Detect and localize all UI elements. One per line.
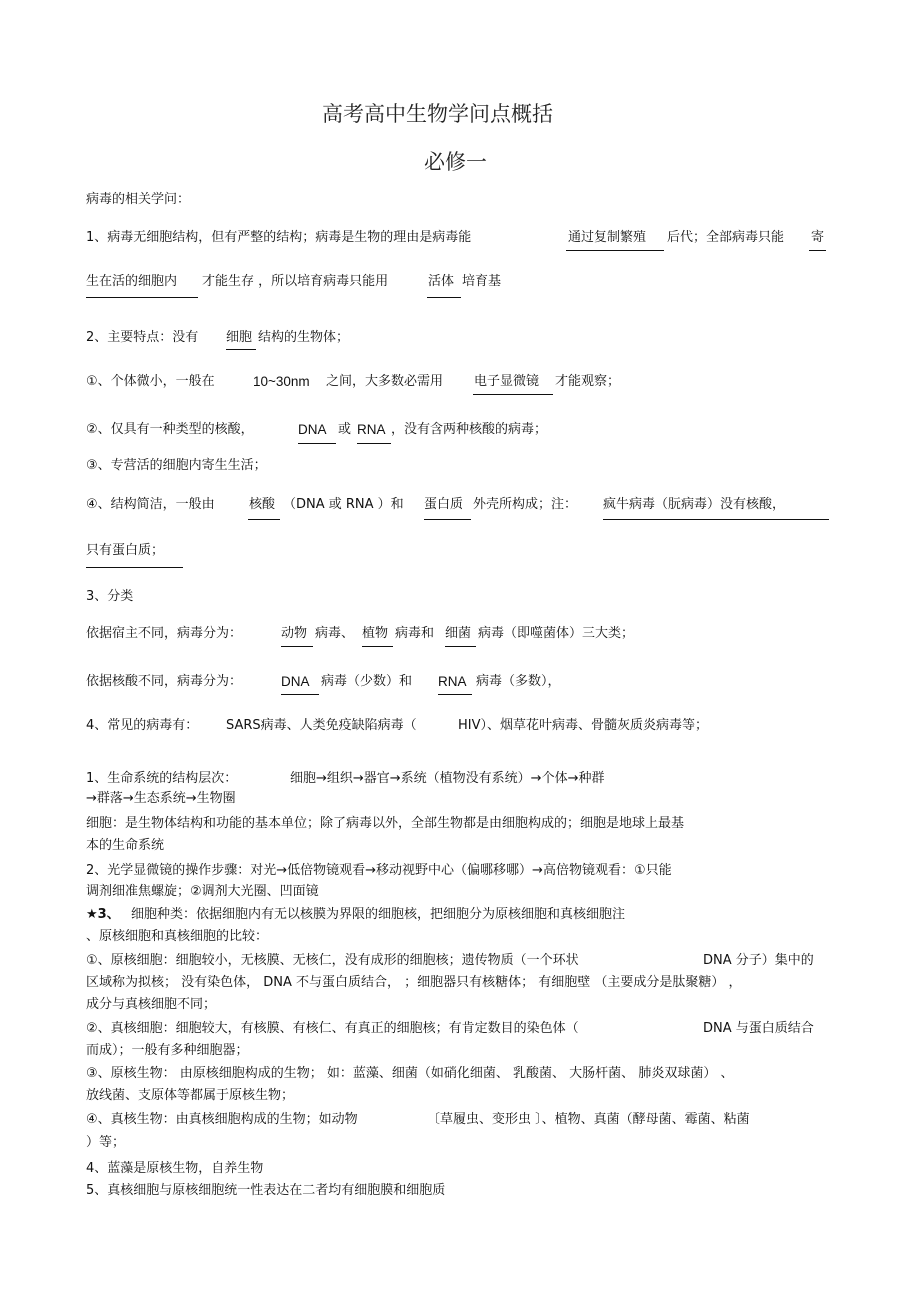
page-subtitle: 必修一 <box>424 150 487 174</box>
page-title: 高考高中生物学问点概括 <box>322 102 553 126</box>
paragraph-text: 〔草履虫、变形虫 〕、植物、真菌（酵母菌、霉菌、粘菌 <box>427 1112 750 1127</box>
paragraph-text: →群落→生态系统→生物圈 <box>86 791 236 806</box>
fill-blank-answer: 寄 <box>811 230 825 245</box>
paragraph-text: 结构的生物体； <box>258 330 350 345</box>
paragraph-text: 后代；全部病毒只能 <box>667 230 785 245</box>
paragraph-text: 5、真核细胞与原核细胞统一性表达在二者均有细胞膜和细胞质 <box>86 1183 446 1198</box>
fill-blank-answer: DNA <box>298 422 327 437</box>
paragraph-text: ①、个体微小，一般在 <box>86 374 215 389</box>
fill-blank-answer: 只有蛋白质； <box>86 543 165 558</box>
underline <box>86 297 198 298</box>
paragraph-text: 病毒（多数）， <box>476 674 561 689</box>
paragraph-text: 放线菌、支原体等都属于原核生物； <box>86 1088 295 1103</box>
section-heading: 病毒的相关学问： <box>86 192 191 207</box>
underline <box>809 250 826 251</box>
paragraph-text: 调剂细准焦螺旋；②调剂大光圈、凹面镜 <box>86 884 319 899</box>
paragraph-text: 细胞→组织→器官→系统（植物没有系统）→个体→种群 <box>290 771 605 786</box>
paragraph-text: 外壳所构成；注： <box>473 497 578 512</box>
fill-blank-answer: RNA <box>357 422 386 437</box>
paragraph-text: 区域称为拟核； 没有染色体， DNA 不与蛋白质结合， ；细胞器只有核糖体； 有细胞壁 （主要成分是肽聚糖） ， <box>86 975 742 990</box>
paragraph-text: ②、真核细胞：细胞较大，有核膜、有核仁、有真正的细胞核；有肯定数目的染色体（ <box>86 1021 579 1036</box>
underline <box>281 646 313 647</box>
underline <box>86 567 183 568</box>
fill-blank-answer: 核酸 <box>249 497 276 512</box>
paragraph-text: 细胞种类：依据细胞内有无以核膜为界限的细胞核，把细胞分为原核细胞和真核细胞注 <box>131 907 626 922</box>
fill-blank-answer: DNA <box>281 674 310 689</box>
size-value: 10~30nm <box>253 374 310 389</box>
paragraph-text: 成分与真核细胞不同； <box>86 997 217 1012</box>
section-heading: 3、分类 <box>86 589 134 604</box>
fill-blank-answer: 生在活的细胞内 <box>86 274 178 289</box>
fill-blank-answer: 植物 <box>362 626 389 641</box>
paragraph-text: 而成）；一般有多种细胞器； <box>86 1043 249 1058</box>
paragraph-text: 2、光学显微镜的操作步骤：对光→低倍物镜观看→移动视野中心（偏哪移哪）→高倍物镜观看：①只能 <box>86 863 672 878</box>
paragraph-text: HIV）、烟草花叶病毒、骨髓灰质炎病毒等； <box>458 718 709 733</box>
fill-blank-answer: 动物 <box>281 626 308 641</box>
paragraph-text: 依据宿主不同，病毒分为： <box>86 626 243 641</box>
fill-blank-answer: 通过复制繁殖 <box>568 230 647 245</box>
paragraph-text: 才能观察； <box>555 374 621 389</box>
paragraph-text: 1、生命系统的结构层次： <box>86 771 238 786</box>
paragraph-text: ②、仅具有一种类型的核酸， <box>86 422 254 437</box>
paragraph-text: ③、专营活的细胞内寄生生活； <box>86 458 267 473</box>
paragraph-text: （DNA 或 RNA ）和 <box>283 497 404 512</box>
paragraph-text: 本的生命系统 <box>86 838 165 853</box>
star-marker: ★3、 <box>86 907 120 922</box>
paragraph-text: ，没有含两种核酸的病毒； <box>391 422 548 437</box>
paragraph-text: 之间，大多数必需用 <box>326 374 444 389</box>
paragraph-text: 依据核酸不同，病毒分为： <box>86 674 243 689</box>
paragraph-text: 、原核细胞和真核细胞的比较： <box>86 929 269 944</box>
paragraph-text: SARS病毒、人类免疫缺陷病毒（ <box>226 718 417 733</box>
underline <box>298 443 336 444</box>
paragraph-text: 4、蓝藻是原核生物，自养生物 <box>86 1161 264 1176</box>
underline <box>357 443 391 444</box>
underline <box>248 519 280 520</box>
paragraph-text: 4、常见的病毒有： <box>86 718 199 733</box>
underline <box>566 250 664 251</box>
underline <box>281 694 319 695</box>
fill-blank-answer: RNA <box>438 674 467 689</box>
paragraph-text: 才能生存 ，所以培育病毒只能用 <box>202 274 389 289</box>
underline <box>226 349 256 350</box>
paragraph-text: ）等； <box>86 1135 126 1150</box>
paragraph-text: 2、主要特点：没有 <box>86 330 199 345</box>
fill-blank-answer: 蛋白质 <box>424 497 464 512</box>
paragraph-text: 病毒、 <box>315 626 355 641</box>
paragraph-text: ④、结构简洁，一般由 <box>86 497 215 512</box>
underline <box>473 394 553 395</box>
underline <box>427 297 461 298</box>
underline <box>603 519 829 520</box>
fill-blank-answer: 细胞 <box>226 330 253 345</box>
fill-blank-answer: 活体 <box>428 274 455 289</box>
paragraph-text: 细胞：是生物体结构和功能的基本单位；除了病毒以外，全部生物都是由细胞构成的；细胞是地球上最基 <box>86 816 685 831</box>
paragraph-text: ③、原核生物： 由原核细胞构成的生物； 如：蓝藻、细菌（如硝化细菌、 乳酸菌、 大肠杆菌、 肺炎双球菌） 、 <box>86 1066 734 1081</box>
fill-blank-answer: 疯牛病毒（朊病毒）没有核酸， <box>603 497 786 512</box>
paragraph-text: 病毒（少数）和 <box>321 674 413 689</box>
paragraph-text: 病毒和 <box>395 626 435 641</box>
paragraph-text: ④、真核生物：由真核细胞构成的生物；如动物 <box>86 1112 358 1127</box>
paragraph-text: 1、病毒无细胞结构，但有严整的结构；病毒是生物的理由是病毒能 <box>86 230 472 245</box>
underline <box>424 519 471 520</box>
paragraph-text: ①、原核细胞：细胞较小，无核膜、无核仁，没有成形的细胞核；遗传物质（一个环状 <box>86 953 579 968</box>
fill-blank-answer: 细菌 <box>445 626 472 641</box>
underline <box>438 694 472 695</box>
paragraph-text: DNA 与蛋白质结合 <box>703 1021 814 1036</box>
paragraph-text: 或 <box>338 422 352 437</box>
paragraph-text: 病毒（即噬菌体）三大类； <box>478 626 635 641</box>
fill-blank-answer: 电子显微镜 <box>474 374 540 389</box>
paragraph-text: DNA 分子）集中的 <box>703 953 814 968</box>
underline <box>445 646 476 647</box>
paragraph-text: 培育基 <box>462 274 502 289</box>
underline <box>362 646 393 647</box>
